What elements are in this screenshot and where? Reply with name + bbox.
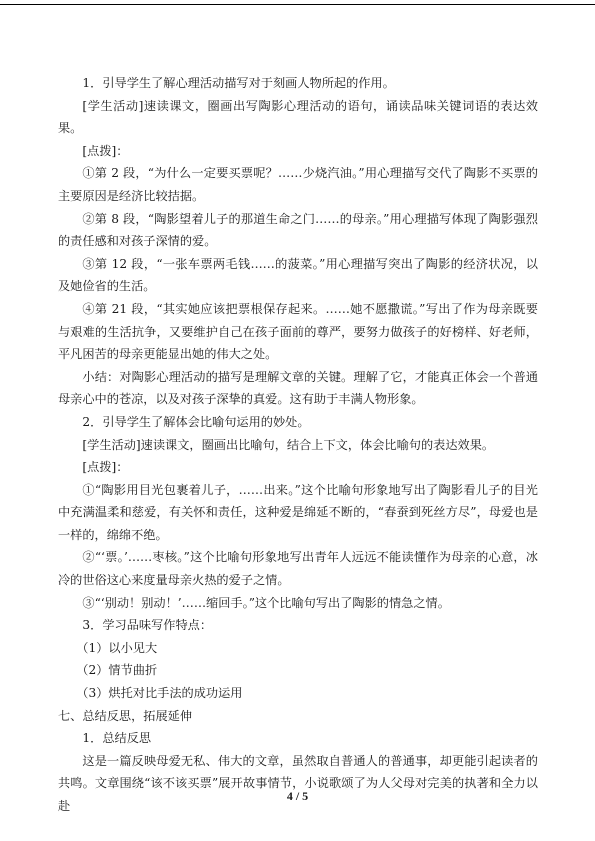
- page-number: 4 / 5: [286, 789, 309, 803]
- paragraph: ④第 21 段，“其实她应该把票根保存起来。……她不愿撒谎。”写出了作为母亲既要与艰难的生活抗争，又要维护自己在孩子面前的尊严，要努力做孩子的好榜样、好老师，平凡困苦的母亲更能显出她的伟大之处。: [58, 301, 538, 362]
- paragraph: [学生活动]速读课文，圈画出写陶影心理活动的语句，诵读品味关键词语的表达效果。: [58, 98, 538, 136]
- paragraph: （3）烘托对比手法的成功运用: [76, 686, 243, 701]
- paragraph: （1）以小见大: [76, 640, 158, 655]
- paragraph: （2）情节曲折: [76, 663, 158, 678]
- paragraph: ②“‘票。’……枣核。”这个比喻句形象地写出青年人远远不能读懂作为母亲的心意，冰冷的世俗这心来度量母亲火热的爱子之情。: [58, 550, 538, 588]
- paragraph: 小结：对陶影心理活动的描写是理解文章的关键。理解了它，才能真正体会一个普通母亲心中的苍凉，以及对孩子深挚的真爱。这有助于丰满人物形象。: [58, 369, 538, 407]
- paragraph: [点拨]：: [82, 143, 129, 158]
- header-rule: [0, 4, 595, 5]
- paragraph: [学生活动]速读课文，圈画出比喻句，结合上下文，体会比喻句的表达效果。: [82, 437, 495, 452]
- paragraph: ①第 2 段，“为什么一定要买票呢？……少烧汽油。”用心理描写交代了陶影不买票的主要原因是经济比较拮据。: [58, 166, 538, 203]
- document-body: [58, 72, 538, 818]
- paragraph: [点拨]：: [82, 460, 129, 475]
- paragraph: ③“‘别动！别动！’……缩回手。”这个比喻句写出了陶影的情急之情。: [82, 595, 450, 610]
- paragraph: 这是一篇反映母爱无私、伟大的文章，虽然取自普通人的普通事，却更能引起读者的共鸣。文章围绕“该不该买票”展开故事情节，小说歌颂了为人父母对完美的执著和全力以赴: [58, 753, 538, 813]
- paragraph: ③第 12 段，“一张车票两毛钱……的菠菜。”用心理描写突出了陶影的经济状况，以及她俭省的生活。: [58, 256, 538, 294]
- paragraph: 1．引导学生了解心理活动描写对于刻画人物所起的作用。: [82, 76, 395, 90]
- paragraph: ②第 8 段，“陶影望着儿子的那道生命之门……的母亲。”用心理描写体现了陶影强烈的责任感和对孩子深情的爱。: [58, 211, 538, 249]
- paragraph: 七、总结反思，拓展延伸: [58, 708, 193, 723]
- paragraph: 3．学习品味写作特点：: [82, 618, 213, 633]
- paragraph: ①“陶影用目光包裹着儿子，……出来。”这个比喻句形象地写出了陶影看儿子的目光中充满温柔和慈爱，有关怀和责任，这种爱是绵延不断的，“春蚕到死丝方尽”，母爱也是一样的，绵绵不绝。: [58, 482, 538, 542]
- paragraph: 1．总结反思: [82, 731, 152, 746]
- paragraph: 2．引导学生了解体会比喻句运用的妙处。: [82, 414, 310, 429]
